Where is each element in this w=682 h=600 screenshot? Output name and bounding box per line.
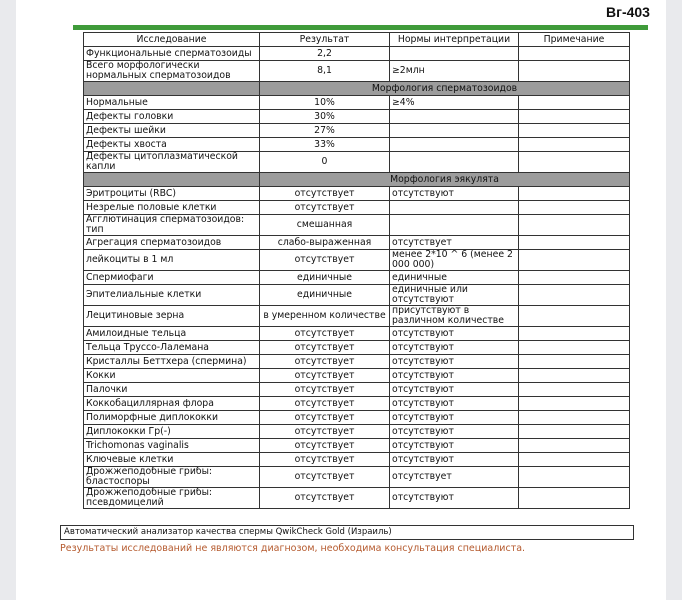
test-name-cell: Спермиофаги	[84, 271, 260, 285]
section-header-row	[84, 82, 630, 96]
result-cell: отсутствует	[260, 383, 390, 397]
note-cell	[519, 152, 630, 173]
norm-cell: отсутствуют	[390, 369, 519, 383]
note-cell	[519, 201, 630, 215]
result-cell: 10%	[260, 96, 390, 110]
norm-cell	[390, 215, 519, 236]
test-name-cell: Лецитиновые зерна	[84, 306, 260, 327]
result-cell: смешанная	[260, 215, 390, 236]
table-row	[84, 110, 630, 124]
norm-cell	[390, 152, 519, 173]
test-name-cell: Агрегация сперматозоидов	[84, 236, 260, 250]
result-cell: отсутствует	[260, 187, 390, 201]
table-header-row	[84, 33, 630, 47]
table-row	[84, 488, 630, 509]
table-row	[84, 425, 630, 439]
note-cell	[519, 271, 630, 285]
note-cell	[519, 47, 630, 61]
norm-cell: отсутствуют	[390, 411, 519, 425]
result-cell: отсутствует	[260, 201, 390, 215]
test-name-cell: Дефекты головки	[84, 110, 260, 124]
test-name-cell: Ключевые клетки	[84, 453, 260, 467]
test-name-cell: Кокки	[84, 369, 260, 383]
test-name-cell: Диплококки Гр(-)	[84, 425, 260, 439]
result-cell: отсутствует	[260, 355, 390, 369]
norm-cell: отсутствуют	[390, 355, 519, 369]
header-accent-bar	[73, 25, 648, 30]
table-row	[84, 439, 630, 453]
test-name-cell: Дефекты шейки	[84, 124, 260, 138]
section-spacer	[84, 173, 260, 187]
table-row	[84, 411, 630, 425]
note-cell	[519, 397, 630, 411]
table-row	[84, 124, 630, 138]
test-name-cell: Незрелые половые клетки	[84, 201, 260, 215]
test-name-cell: Дефекты хвоста	[84, 138, 260, 152]
test-name-cell: Коккобациллярная флора	[84, 397, 260, 411]
test-name-cell: Нормальные	[84, 96, 260, 110]
test-name-cell: Дрожжеподобные грибы: псевдомицелий	[84, 488, 260, 509]
table-row	[84, 285, 630, 306]
table-row	[84, 138, 630, 152]
norm-cell: ≥4%	[390, 96, 519, 110]
note-cell	[519, 383, 630, 397]
results-table	[83, 32, 630, 509]
table-row	[84, 215, 630, 236]
note-cell	[519, 61, 630, 82]
norm-cell: отсутствуют	[390, 383, 519, 397]
note-cell	[519, 439, 630, 453]
norm-cell: отсутствуют	[390, 341, 519, 355]
column-header: Нормы интерпретации	[390, 33, 519, 47]
note-cell	[519, 411, 630, 425]
note-cell	[519, 425, 630, 439]
note-cell	[519, 341, 630, 355]
test-name-cell: Всего морфологически нормальных сперматозоидов	[84, 61, 260, 82]
norm-cell: отсутствуют	[390, 488, 519, 509]
result-cell: отсутствует	[260, 397, 390, 411]
norm-cell: отсутствует	[390, 467, 519, 488]
norm-cell: отсутствуют	[390, 397, 519, 411]
result-cell: единичные	[260, 271, 390, 285]
test-name-cell: Кристаллы Беттхера (спермина)	[84, 355, 260, 369]
table-row	[84, 201, 630, 215]
table-row	[84, 306, 630, 327]
test-name-cell: Эритроциты (RBC)	[84, 187, 260, 201]
table-row	[84, 271, 630, 285]
norm-cell: единичные	[390, 271, 519, 285]
norm-cell	[390, 201, 519, 215]
norm-cell: отсутствуют	[390, 425, 519, 439]
disclaimer-text: Результаты исследований не являются диагнозом, необходима консультация специалиста.	[60, 543, 526, 554]
result-cell: отсутствует	[260, 467, 390, 488]
column-header: Результат	[260, 33, 390, 47]
norm-cell: отсутствуют	[390, 453, 519, 467]
table-row	[84, 397, 630, 411]
table-row	[84, 187, 630, 201]
note-cell	[519, 488, 630, 509]
table-row	[84, 467, 630, 488]
section-title: Морфология эякулята	[260, 173, 630, 187]
test-name-cell: Полиморфные диплококки	[84, 411, 260, 425]
note-cell	[519, 369, 630, 383]
norm-cell: отсутствуют	[390, 439, 519, 453]
test-name-cell: Дрожжеподобные грибы: бластоспоры	[84, 467, 260, 488]
result-cell: 0	[260, 152, 390, 173]
test-name-cell: лейкоциты в 1 мл	[84, 250, 260, 271]
test-name-cell: Агглютинация сперматозоидов: тип	[84, 215, 260, 236]
norm-cell: ≥2млн	[390, 61, 519, 82]
result-cell: 30%	[260, 110, 390, 124]
test-name-cell: Дефекты цитоплазматической капли	[84, 152, 260, 173]
table-row	[84, 250, 630, 271]
note-cell	[519, 285, 630, 306]
test-name-cell: Эпителиальные клетки	[84, 285, 260, 306]
table-row	[84, 383, 630, 397]
result-cell: 33%	[260, 138, 390, 152]
result-cell: отсутствует	[260, 341, 390, 355]
result-cell: в умеренном количестве	[260, 306, 390, 327]
table-row	[84, 152, 630, 173]
table-row	[84, 327, 630, 341]
result-cell: отсутствует	[260, 250, 390, 271]
norm-cell: менее 2*10 ^ 6 (менее 2 000 000)	[390, 250, 519, 271]
norm-cell	[390, 47, 519, 61]
result-cell: отсутствует	[260, 439, 390, 453]
test-name-cell: Тельца Труссо-Лалемана	[84, 341, 260, 355]
note-cell	[519, 96, 630, 110]
note-cell	[519, 236, 630, 250]
note-cell	[519, 327, 630, 341]
column-header: Примечание	[519, 33, 630, 47]
table-row	[84, 47, 630, 61]
table-row	[84, 61, 630, 82]
table-row	[84, 355, 630, 369]
note-cell	[519, 355, 630, 369]
test-name-cell: Функциональные сперматозоиды	[84, 47, 260, 61]
norm-cell	[390, 124, 519, 138]
result-cell: 8,1	[260, 61, 390, 82]
note-cell	[519, 187, 630, 201]
test-name-cell: Палочки	[84, 383, 260, 397]
result-cell: 27%	[260, 124, 390, 138]
section-spacer	[84, 82, 260, 96]
table-row	[84, 453, 630, 467]
test-name-cell: Trichomonas vaginalis	[84, 439, 260, 453]
analyzer-note: Автоматический анализатор качества спермы QwikCheck Gold (Израиль)	[60, 525, 634, 540]
note-cell	[519, 306, 630, 327]
note-cell	[519, 138, 630, 152]
table-row	[84, 369, 630, 383]
note-cell	[519, 250, 630, 271]
norm-cell: отсутствуют	[390, 327, 519, 341]
column-header: Исследование	[84, 33, 260, 47]
note-cell	[519, 215, 630, 236]
result-cell: отсутствует	[260, 425, 390, 439]
result-cell: единичные	[260, 285, 390, 306]
section-title: Морфология сперматозоидов	[260, 82, 630, 96]
table-row	[84, 96, 630, 110]
norm-cell	[390, 110, 519, 124]
result-cell: отсутствует	[260, 411, 390, 425]
table-row	[84, 341, 630, 355]
result-cell: отсутствует	[260, 327, 390, 341]
norm-cell: отсутствуют	[390, 187, 519, 201]
result-cell: 2,2	[260, 47, 390, 61]
note-cell	[519, 467, 630, 488]
table-row	[84, 236, 630, 250]
norm-cell: присутствуют в различном количестве	[390, 306, 519, 327]
note-cell	[519, 124, 630, 138]
result-cell: отсутствует	[260, 488, 390, 509]
note-cell	[519, 110, 630, 124]
norm-cell: единичные или отсутствуют	[390, 285, 519, 306]
test-name-cell: Амилоидные тельца	[84, 327, 260, 341]
document-code: Вг-403	[606, 4, 650, 20]
norm-cell: отсутствует	[390, 236, 519, 250]
section-header-row	[84, 173, 630, 187]
result-cell: отсутствует	[260, 453, 390, 467]
norm-cell	[390, 138, 519, 152]
result-cell: отсутствует	[260, 369, 390, 383]
note-cell	[519, 453, 630, 467]
result-cell: слабо-выраженная	[260, 236, 390, 250]
